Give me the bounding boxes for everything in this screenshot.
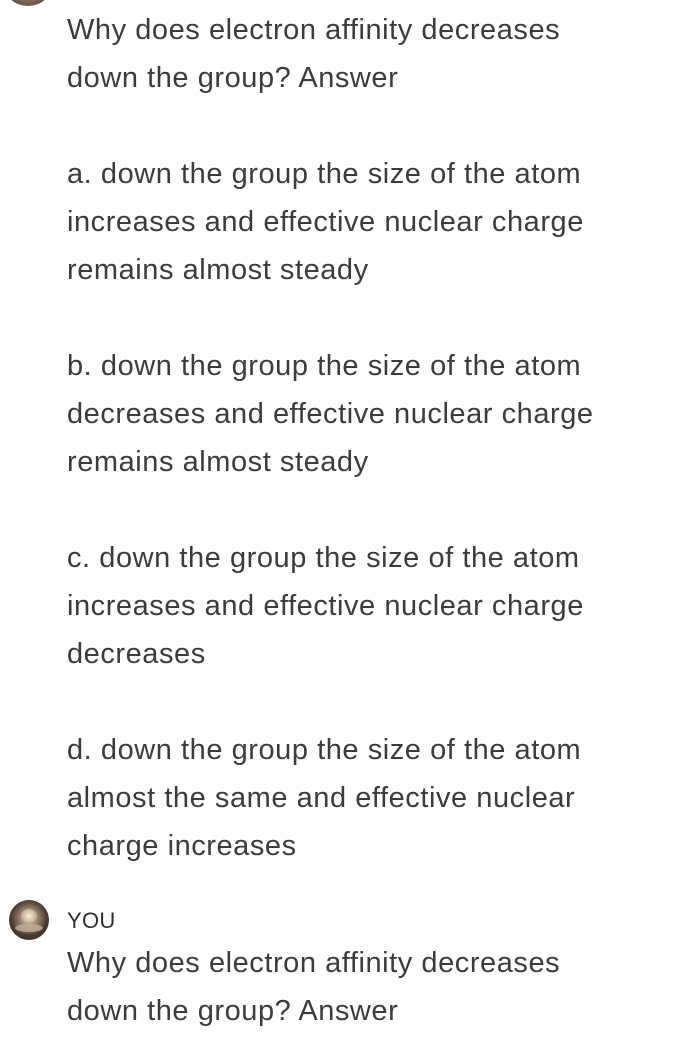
user-message [67, 939, 687, 1035]
user-author-label: YOU [67, 908, 116, 933]
answer-option-a [67, 150, 687, 294]
previous-sender-avatar-icon [8, 0, 48, 6]
option-line: almost the same and effective nuclear [67, 782, 576, 814]
user-message-header [0, 897, 697, 945]
message-line: Why does electron affinity decreases [67, 14, 561, 46]
option-line: increases and effective nuclear charge [67, 206, 584, 238]
message-line: down the group? Answer [67, 995, 399, 1027]
option-line: decreases [67, 638, 206, 670]
answer-option-d [67, 726, 687, 870]
option-line: c. down the group the size of the atom [67, 542, 580, 574]
option-line: decreases and effective nuclear charge [67, 398, 594, 430]
user-avatar-icon[interactable] [9, 900, 49, 940]
option-line: charge increases [67, 830, 297, 862]
message-line: Why does electron affinity decreases [67, 947, 561, 979]
option-line: remains almost steady [67, 254, 369, 286]
option-line: d. down the group the size of the atom [67, 734, 582, 766]
option-line: a. down the group the size of the atom [67, 158, 582, 190]
option-line: b. down the group the size of the atom [67, 350, 582, 382]
option-line: remains almost steady [67, 446, 369, 478]
bot-message-question [67, 6, 687, 102]
answer-option-c [67, 534, 687, 678]
message-line: down the group? Answer [67, 62, 399, 94]
answer-option-b [67, 342, 687, 486]
option-line: increases and effective nuclear charge [67, 590, 584, 622]
